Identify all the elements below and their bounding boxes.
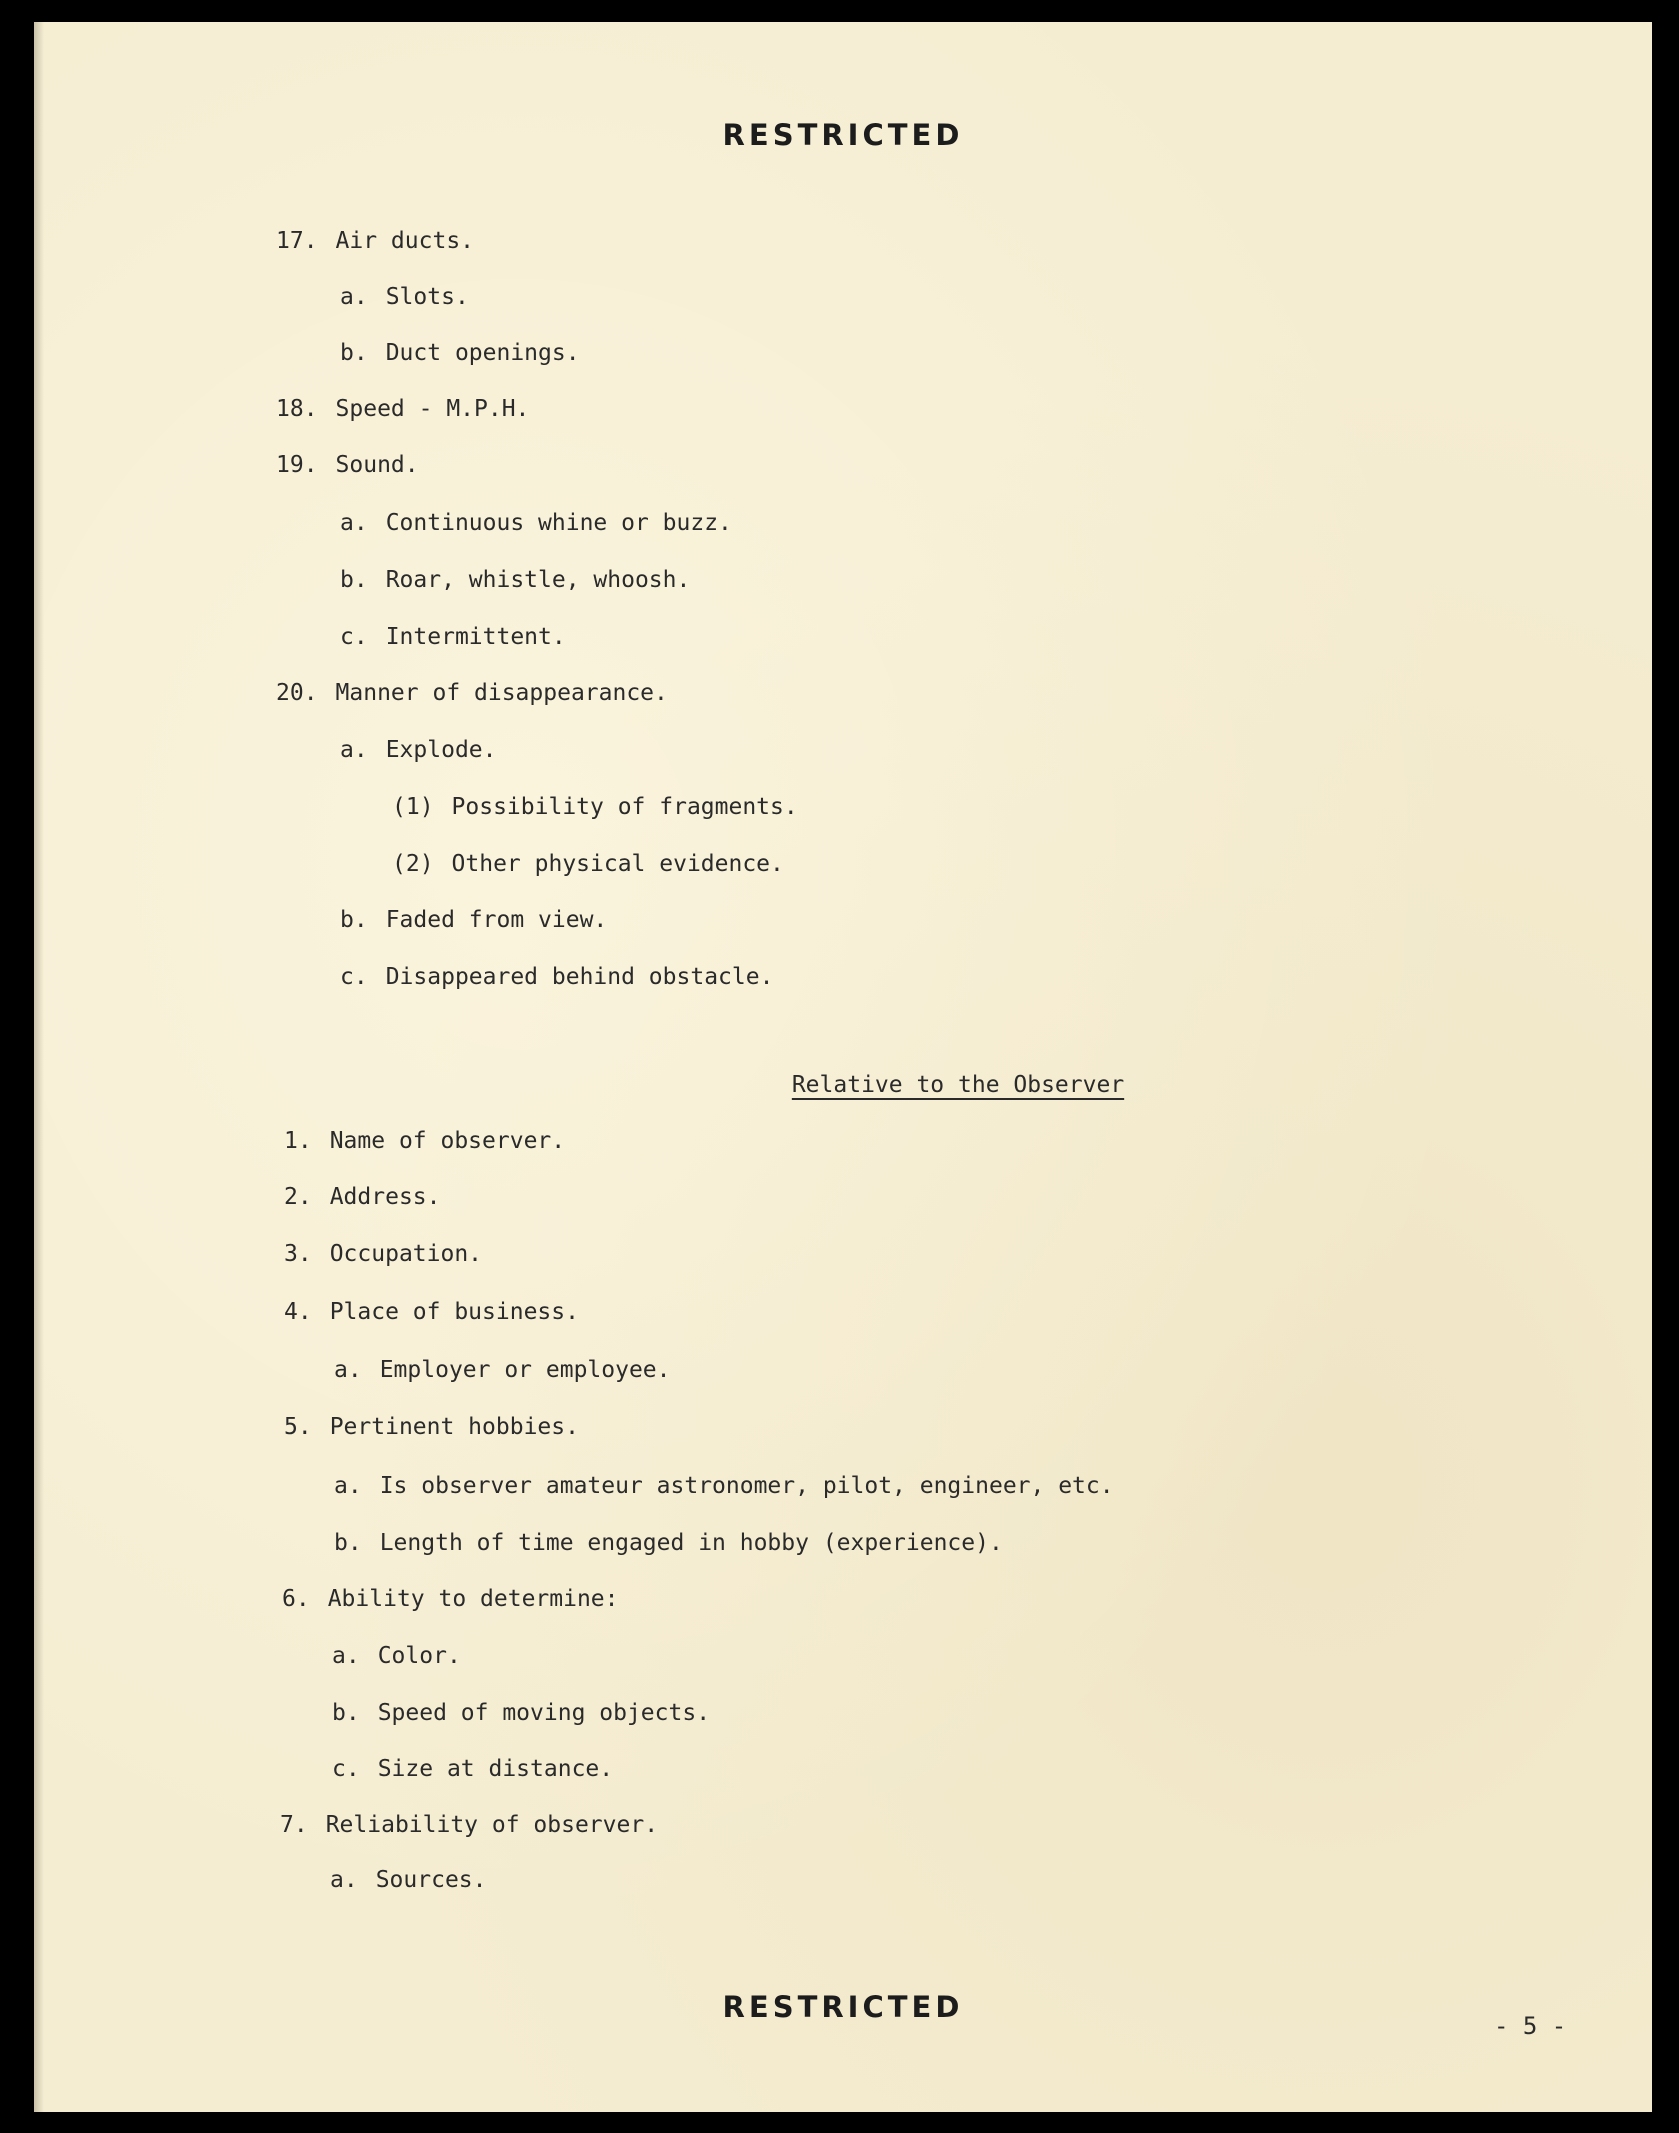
item-number: b. <box>334 1530 362 1556</box>
item-text: Color. <box>377 1643 461 1669</box>
item-number: a. <box>332 1643 360 1669</box>
paper-edge-wear <box>34 22 44 2112</box>
item-number: b. <box>332 1700 360 1726</box>
list-item <box>332 1643 461 1669</box>
list-item <box>276 228 474 254</box>
item-number: c. <box>332 1756 360 1782</box>
item-text: Name of observer. <box>329 1128 566 1154</box>
item-text: Faded from view. <box>385 907 608 933</box>
list-item <box>340 907 607 933</box>
item-text: Roar, whistle, whoosh. <box>385 567 691 593</box>
footer-restricted-stamp: RESTRICTED <box>722 1990 964 2024</box>
item-number: b. <box>340 567 368 593</box>
list-item <box>340 567 690 593</box>
header-restricted-stamp: RESTRICTED <box>722 118 964 152</box>
item-number: 3. <box>284 1241 312 1267</box>
item-text: Manner of disappearance. <box>335 680 668 706</box>
list-item <box>284 1184 440 1210</box>
list-item <box>280 1812 658 1838</box>
list-item <box>284 1128 565 1154</box>
document-page <box>34 22 1652 2112</box>
item-text: Duct openings. <box>385 340 580 366</box>
item-text: Reliability of observer. <box>325 1812 659 1838</box>
item-text: Speed of moving objects. <box>377 1700 711 1726</box>
item-text: Possibility of fragments. <box>451 794 798 820</box>
item-text: Slots. <box>385 284 469 310</box>
list-item <box>330 1867 486 1893</box>
item-number: 6. <box>282 1586 310 1612</box>
list-item <box>340 340 580 366</box>
list-item <box>340 737 496 763</box>
list-item <box>340 510 732 536</box>
item-text: Disappeared behind obstacle. <box>385 964 774 990</box>
item-text: Other physical evidence. <box>451 851 784 877</box>
item-number: 7. <box>280 1812 308 1838</box>
item-number: 17. <box>276 228 318 254</box>
item-number: (1) <box>392 794 434 820</box>
item-number: a. <box>334 1357 362 1383</box>
item-text: Address. <box>329 1184 441 1210</box>
item-number: a. <box>330 1867 358 1893</box>
list-item <box>332 1700 710 1726</box>
item-number: 18. <box>276 396 318 422</box>
item-text: Size at distance. <box>377 1756 614 1782</box>
item-text: Employer or employee. <box>379 1357 671 1383</box>
item-number: c. <box>340 964 368 990</box>
list-item <box>334 1357 671 1383</box>
list-item <box>334 1473 1114 1499</box>
item-number: a. <box>334 1473 362 1499</box>
item-text: Sound. <box>335 452 419 478</box>
item-number: 19. <box>276 452 318 478</box>
list-item <box>276 452 419 478</box>
item-text: Intermittent. <box>385 624 566 650</box>
list-item <box>282 1586 619 1612</box>
item-number: a. <box>340 737 368 763</box>
list-item <box>276 680 668 706</box>
section-heading: Relative to the Observer <box>791 1072 1125 1098</box>
item-text: Length of time engaged in hobby (experience). <box>379 1530 1003 1556</box>
list-item <box>334 1530 1003 1556</box>
list-item <box>392 794 798 820</box>
item-number: 20. <box>276 680 318 706</box>
item-number: a. <box>340 510 368 536</box>
list-item <box>340 284 469 310</box>
list-item <box>392 851 784 877</box>
list-item <box>276 396 529 422</box>
list-item <box>284 1299 579 1325</box>
list-item <box>340 964 773 990</box>
item-text: Sources. <box>375 1867 487 1893</box>
item-number: 1. <box>284 1128 312 1154</box>
item-number: b. <box>340 340 368 366</box>
item-text: Occupation. <box>329 1241 483 1267</box>
item-text: Explode. <box>385 737 497 763</box>
item-number: a. <box>340 284 368 310</box>
page-number: - 5 - <box>1494 2012 1567 2040</box>
list-item <box>332 1756 613 1782</box>
item-text: Pertinent hobbies. <box>329 1414 579 1440</box>
list-item <box>340 624 566 650</box>
list-item <box>284 1241 482 1267</box>
item-text: Ability to determine: <box>327 1586 619 1612</box>
item-number: c. <box>340 624 368 650</box>
item-text: Speed - M.P.H. <box>335 396 530 422</box>
item-text: Continuous whine or buzz. <box>385 510 732 536</box>
item-number: (2) <box>392 851 434 877</box>
item-text: Place of business. <box>329 1299 579 1325</box>
item-number: 5. <box>284 1414 312 1440</box>
item-text: Is observer amateur astronomer, pilot, engineer, etc. <box>379 1473 1114 1499</box>
item-number: b. <box>340 907 368 933</box>
item-text: Air ducts. <box>335 228 475 254</box>
item-number: 2. <box>284 1184 312 1210</box>
list-item <box>284 1414 579 1440</box>
item-number: 4. <box>284 1299 312 1325</box>
